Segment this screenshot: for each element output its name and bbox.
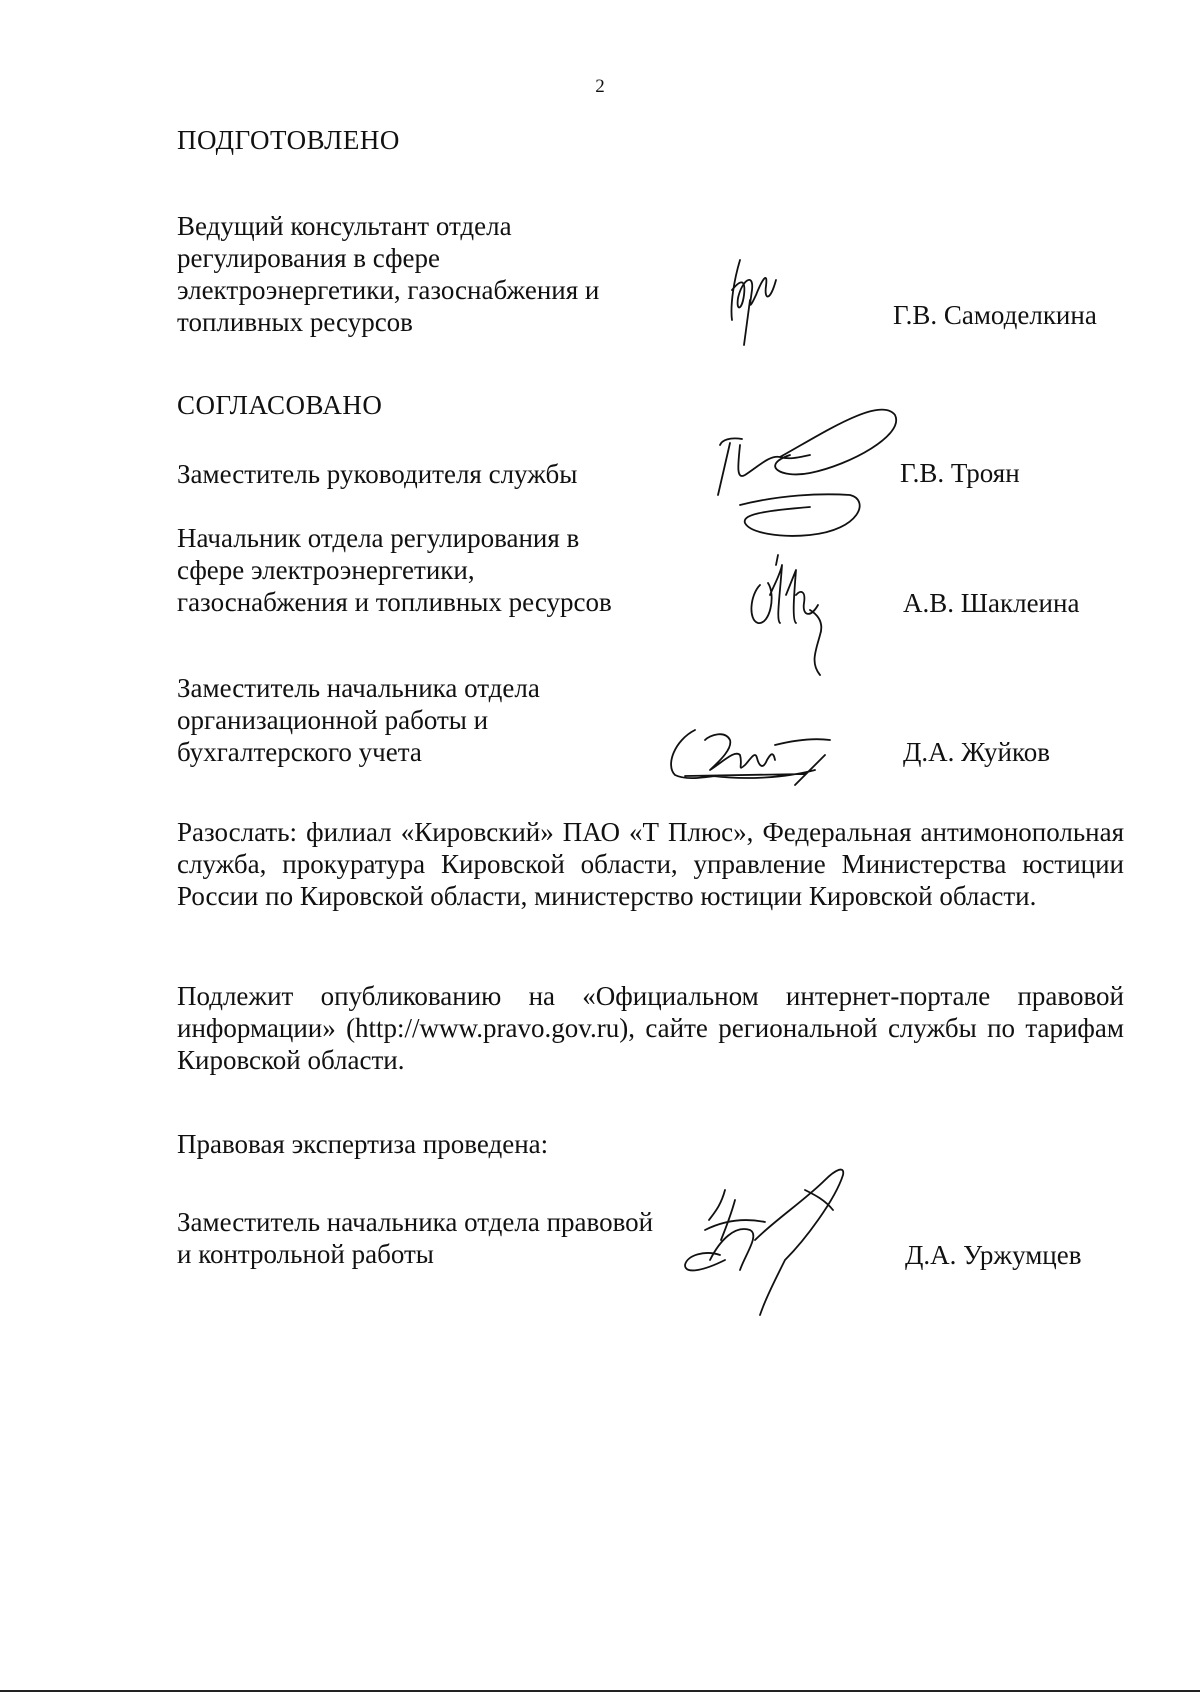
publication-paragraph: Подлежит опубликованию на «Официальном интернет-портале правовой информации» (http://www.pravo.gov.ru), сайте региональной службы по тарифам Кировской области. (177, 981, 1124, 1075)
legal-review-role: Заместитель начальника отдела правовой и контрольной работы (177, 1207, 654, 1269)
agreed-role-3: Заместитель начальника отдела организационной работы и бухгалтерского учета (177, 673, 540, 767)
distribution-paragraph: Разослать: филиал «Кировский» ПАО «Т Плюс», Федеральная антимонопольная служба, прокуратура Кировской области, управление Министерства юстиции России по Кировской области, министерство юстиции Кировской области. (177, 817, 1124, 911)
page-number: 2 (595, 76, 605, 97)
signature-zhuikov (655, 710, 875, 790)
prepared-name: Г.В. Самоделкина (893, 300, 1097, 330)
signature-urzhumtsev (665, 1160, 895, 1320)
legal-review-heading: Правовая экспертиза проведена: (177, 1129, 549, 1159)
signature-samodelkina (710, 250, 800, 350)
agreed-name-1: Г.В. Троян (900, 458, 1020, 488)
signature-troyan (700, 395, 910, 545)
agreed-name-3: Д.А. Жуйков (903, 737, 1050, 767)
agreed-heading: СОГЛАСОВАНО (177, 390, 383, 420)
agreed-role-1: Заместитель руководителя службы (177, 459, 578, 489)
prepared-heading: ПОДГОТОВЛЕНО (177, 125, 400, 155)
prepared-role: Ведущий консультант отдела регулирования в сфере электроэнергетики, газоснабжения и топливных ресурсов (177, 211, 600, 337)
bottom-rule (0, 1690, 1200, 1692)
legal-review-name: Д.А. Уржумцев (905, 1240, 1082, 1270)
agreed-role-2: Начальник отдела регулирования в сфере электроэнергетики, газоснабжения и топливных ресурсов (177, 523, 612, 617)
agreed-name-2: А.В. Шаклеина (903, 588, 1080, 618)
signature-shakleina (740, 545, 860, 690)
